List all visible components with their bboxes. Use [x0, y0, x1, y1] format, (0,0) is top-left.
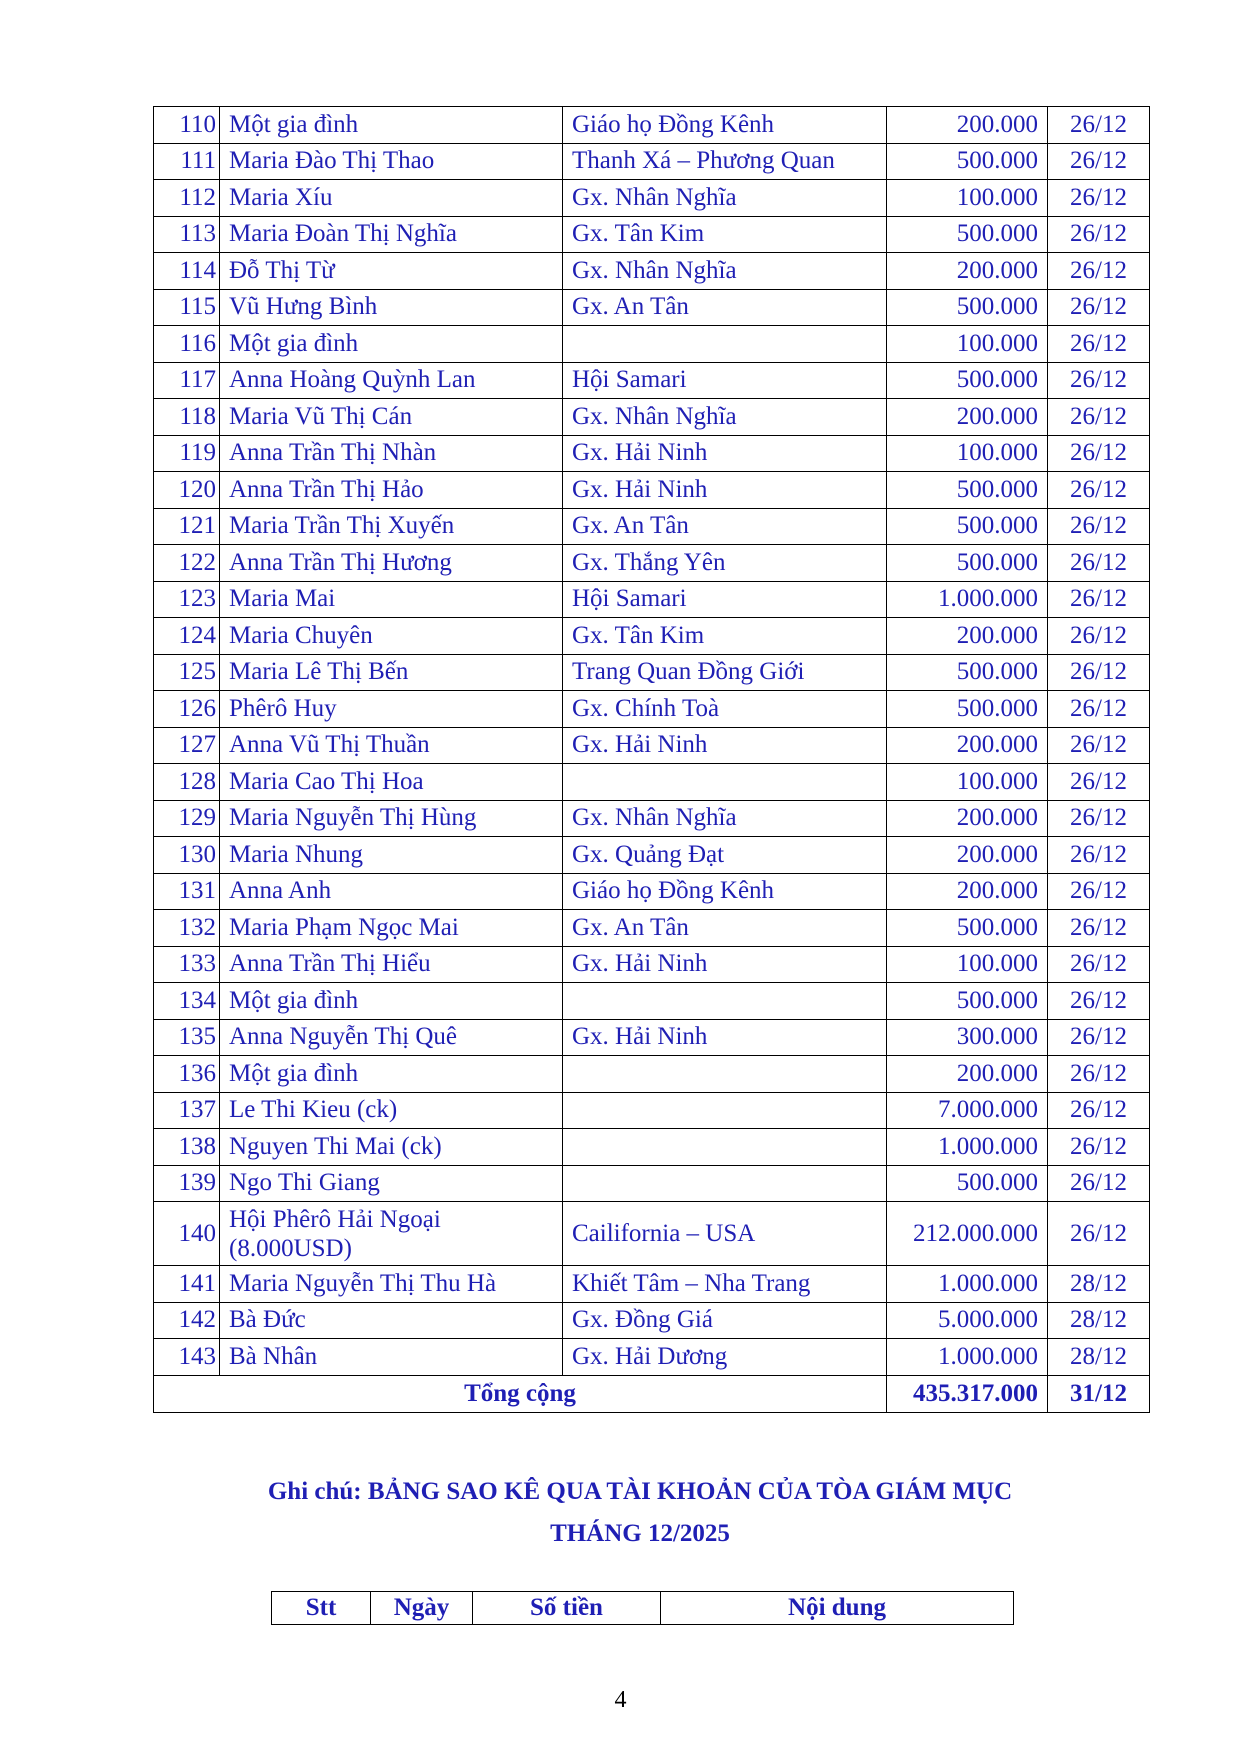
donation-date: 26/12	[1048, 362, 1150, 399]
donation-amount: 500.000	[887, 983, 1048, 1020]
table-row	[154, 435, 1150, 472]
table-row	[154, 764, 1150, 801]
donor-name: Maria Nhung	[220, 837, 563, 874]
donation-date: 26/12	[1048, 508, 1150, 545]
donation-amount: 100.000	[887, 326, 1048, 363]
donation-date: 26/12	[1048, 727, 1150, 764]
statement-header-row	[272, 1592, 1014, 1625]
total-date: 31/12	[1048, 1375, 1150, 1412]
donation-table	[153, 106, 1150, 1413]
table-row	[154, 983, 1150, 1020]
table-row	[154, 1019, 1150, 1056]
donation-amount: 100.000	[887, 764, 1048, 801]
donor-place: Gx. An Tân	[563, 910, 887, 947]
donor-name: Một gia đình	[220, 107, 563, 144]
table-row	[154, 362, 1150, 399]
donation-date: 26/12	[1048, 545, 1150, 582]
donor-place: Hội Samari	[563, 362, 887, 399]
donation-amount: 7.000.000	[887, 1092, 1048, 1129]
donation-date: 26/12	[1048, 253, 1150, 290]
donation-amount: 200.000	[887, 253, 1048, 290]
donation-date: 26/12	[1048, 435, 1150, 472]
donor-place: Gx. Hải Ninh	[563, 472, 887, 509]
donation-amount: 200.000	[887, 873, 1048, 910]
donation-amount: 100.000	[887, 180, 1048, 217]
donor-name: Anna Trần Thị Hiểu	[220, 946, 563, 983]
row-number: 114	[154, 253, 220, 290]
table-row	[154, 289, 1150, 326]
donation-amount: 500.000	[887, 545, 1048, 582]
donor-name: Maria Mai	[220, 581, 563, 618]
donor-name: Nguyen Thi Mai (ck)	[220, 1129, 563, 1166]
statement-table	[271, 1591, 1014, 1625]
row-number: 129	[154, 800, 220, 837]
donor-name: Le Thi Kieu (ck)	[220, 1092, 563, 1129]
donation-amount: 100.000	[887, 435, 1048, 472]
donation-date: 26/12	[1048, 472, 1150, 509]
donor-name: Anna Hoàng Quỳnh Lan	[220, 362, 563, 399]
donor-place: Giáo họ Đồng Kênh	[563, 873, 887, 910]
donation-date: 26/12	[1048, 326, 1150, 363]
donation-date: 26/12	[1048, 1092, 1150, 1129]
donation-date: 26/12	[1048, 1056, 1150, 1093]
donor-name: Maria Nguyễn Thị Thu Hà	[220, 1266, 563, 1303]
row-number: 127	[154, 727, 220, 764]
donor-place: Khiết Tâm – Nha Trang	[563, 1266, 887, 1303]
table-row	[154, 545, 1150, 582]
row-number: 110	[154, 107, 220, 144]
row-number: 131	[154, 873, 220, 910]
table-row	[154, 654, 1150, 691]
donor-name: Bà Nhân	[220, 1339, 563, 1376]
table-row	[154, 399, 1150, 436]
donation-amount: 1.000.000	[887, 1129, 1048, 1166]
donation-date: 26/12	[1048, 143, 1150, 180]
table-row	[154, 1302, 1150, 1339]
donation-date: 26/12	[1048, 873, 1150, 910]
donation-amount: 1.000.000	[887, 581, 1048, 618]
statement-header-amount: Số tiền	[473, 1592, 661, 1625]
row-number: 123	[154, 581, 220, 618]
row-number: 119	[154, 435, 220, 472]
donation-amount: 500.000	[887, 1165, 1048, 1202]
donation-date: 26/12	[1048, 399, 1150, 436]
donor-place: Gx. Quảng Đạt	[563, 837, 887, 874]
table-row	[154, 472, 1150, 509]
table-row	[154, 253, 1150, 290]
row-number: 135	[154, 1019, 220, 1056]
donor-place: Hội Samari	[563, 581, 887, 618]
donor-place: Gx. Hải Ninh	[563, 946, 887, 983]
row-number: 132	[154, 910, 220, 947]
donor-name: Anna Vũ Thị Thuần	[220, 727, 563, 764]
row-number: 133	[154, 946, 220, 983]
donation-date: 26/12	[1048, 1165, 1150, 1202]
table-row	[154, 1056, 1150, 1093]
donation-date: 26/12	[1048, 800, 1150, 837]
donation-amount: 500.000	[887, 472, 1048, 509]
donation-amount: 200.000	[887, 837, 1048, 874]
table-row	[154, 1092, 1150, 1129]
donation-amount: 500.000	[887, 216, 1048, 253]
table-row	[154, 691, 1150, 728]
table-row	[154, 618, 1150, 655]
donation-amount: 500.000	[887, 289, 1048, 326]
donation-amount: 200.000	[887, 727, 1048, 764]
table-row	[154, 1202, 1150, 1266]
page-number: 4	[614, 1687, 627, 1713]
row-number: 136	[154, 1056, 220, 1093]
donor-place: Giáo họ Đồng Kênh	[563, 107, 887, 144]
donor-place	[563, 1092, 887, 1129]
donor-place: Gx. Hải Ninh	[563, 1019, 887, 1056]
table-row	[154, 1266, 1150, 1303]
donation-date: 26/12	[1048, 910, 1150, 947]
donor-place: Gx. Hải Dương	[563, 1339, 887, 1376]
donation-date: 26/12	[1048, 654, 1150, 691]
table-row	[154, 143, 1150, 180]
row-number: 140	[154, 1202, 220, 1266]
donor-name: Maria Cao Thị Hoa	[220, 764, 563, 801]
donor-name: Một gia đình	[220, 326, 563, 363]
donation-amount: 500.000	[887, 654, 1048, 691]
donation-amount: 200.000	[887, 800, 1048, 837]
donor-name: Ngo Thi Giang	[220, 1165, 563, 1202]
donor-place: Gx. Nhân Nghĩa	[563, 180, 887, 217]
donation-amount: 100.000	[887, 946, 1048, 983]
row-number: 111	[154, 143, 220, 180]
donor-place: Gx. Nhân Nghĩa	[563, 399, 887, 436]
donor-name: Đỗ Thị Từ	[220, 253, 563, 290]
donation-amount: 200.000	[887, 618, 1048, 655]
donor-place: Gx. Hải Ninh	[563, 727, 887, 764]
donor-name: Maria Phạm Ngọc Mai	[220, 910, 563, 947]
donation-amount: 500.000	[887, 143, 1048, 180]
donation-date: 26/12	[1048, 618, 1150, 655]
statement-header-stt: Stt	[272, 1592, 371, 1625]
table-row	[154, 800, 1150, 837]
donation-amount: 300.000	[887, 1019, 1048, 1056]
donation-date: 26/12	[1048, 764, 1150, 801]
table-row	[154, 873, 1150, 910]
table-row	[154, 216, 1150, 253]
table-row	[154, 727, 1150, 764]
total-amount: 435.317.000	[887, 1375, 1048, 1412]
row-number: 134	[154, 983, 220, 1020]
statement-header-content: Nội dung	[661, 1592, 1014, 1625]
donor-place: Gx. Chính Toà	[563, 691, 887, 728]
donation-amount: 500.000	[887, 508, 1048, 545]
donor-name: Anna Trần Thị Hương	[220, 545, 563, 582]
donor-name: Anna Trần Thị Hảo	[220, 472, 563, 509]
note-subtitle: THÁNG 12/2025	[550, 1520, 730, 1547]
donation-amount: 200.000	[887, 1056, 1048, 1093]
table-row	[154, 107, 1150, 144]
donor-place: Gx. Tân Kim	[563, 216, 887, 253]
row-number: 113	[154, 216, 220, 253]
donor-place: Trang Quan Đồng Giới	[563, 654, 887, 691]
donor-name: Maria Nguyễn Thị Hùng	[220, 800, 563, 837]
table-row	[154, 581, 1150, 618]
donor-place: Gx. Hải Ninh	[563, 435, 887, 472]
donor-name: Hội Phêrô Hải Ngoại (8.000USD)	[220, 1202, 563, 1266]
donor-place	[563, 1129, 887, 1166]
donation-date: 26/12	[1048, 289, 1150, 326]
donor-name: Maria Đoàn Thị Nghĩa	[220, 216, 563, 253]
row-number: 117	[154, 362, 220, 399]
donation-amount: 500.000	[887, 362, 1048, 399]
donation-amount: 212.000.000	[887, 1202, 1048, 1266]
donor-place: Gx. Nhân Nghĩa	[563, 253, 887, 290]
row-number: 124	[154, 618, 220, 655]
donation-date: 26/12	[1048, 216, 1150, 253]
row-number: 130	[154, 837, 220, 874]
donor-name: Phêrô Huy	[220, 691, 563, 728]
donation-date: 26/12	[1048, 107, 1150, 144]
donor-name: Vũ Hưng Bình	[220, 289, 563, 326]
row-number: 118	[154, 399, 220, 436]
donor-name: Một gia đình	[220, 983, 563, 1020]
total-label: Tổng cộng	[154, 1375, 887, 1412]
statement-header-date: Ngày	[371, 1592, 473, 1625]
donation-amount: 500.000	[887, 910, 1048, 947]
donor-name: Maria Chuyên	[220, 618, 563, 655]
donation-date: 28/12	[1048, 1302, 1150, 1339]
donation-date: 26/12	[1048, 1019, 1150, 1056]
donor-place: Gx. An Tân	[563, 508, 887, 545]
table-row	[154, 326, 1150, 363]
donor-place: Thanh Xá – Phương Quan	[563, 143, 887, 180]
donor-place: Gx. Nhân Nghĩa	[563, 800, 887, 837]
table-row	[154, 508, 1150, 545]
donor-name: Anna Trần Thị Nhàn	[220, 435, 563, 472]
donation-date: 26/12	[1048, 837, 1150, 874]
donor-place: Gx. Thắng Yên	[563, 545, 887, 582]
donor-name: Maria Vũ Thị Cán	[220, 399, 563, 436]
donor-name: Maria Xíu	[220, 180, 563, 217]
donation-amount: 1.000.000	[887, 1266, 1048, 1303]
donor-name: Bà Đức	[220, 1302, 563, 1339]
donor-name: Maria Lê Thị Bến	[220, 654, 563, 691]
donor-name: Maria Trần Thị Xuyến	[220, 508, 563, 545]
donation-amount: 200.000	[887, 399, 1048, 436]
donor-place: Gx. Đồng Giá	[563, 1302, 887, 1339]
total-row	[154, 1375, 1150, 1412]
donor-place: Gx. An Tân	[563, 289, 887, 326]
donation-date: 26/12	[1048, 691, 1150, 728]
table-row	[154, 946, 1150, 983]
table-row	[154, 837, 1150, 874]
donation-date: 26/12	[1048, 581, 1150, 618]
table-row	[154, 1129, 1150, 1166]
donation-date: 26/12	[1048, 946, 1150, 983]
donation-date: 26/12	[1048, 1129, 1150, 1166]
donor-place: Gx. Tân Kim	[563, 618, 887, 655]
row-number: 125	[154, 654, 220, 691]
row-number: 138	[154, 1129, 220, 1166]
row-number: 122	[154, 545, 220, 582]
row-number: 120	[154, 472, 220, 509]
donor-name: Maria Đào Thị Thao	[220, 143, 563, 180]
donor-place	[563, 983, 887, 1020]
donation-amount: 500.000	[887, 691, 1048, 728]
donor-place	[563, 326, 887, 363]
row-number: 112	[154, 180, 220, 217]
table-row	[154, 180, 1150, 217]
table-row	[154, 910, 1150, 947]
row-number: 137	[154, 1092, 220, 1129]
donation-date: 26/12	[1048, 180, 1150, 217]
row-number: 121	[154, 508, 220, 545]
donor-name: Anna Anh	[220, 873, 563, 910]
donation-date: 26/12	[1048, 1202, 1150, 1266]
row-number: 128	[154, 764, 220, 801]
donation-date: 28/12	[1048, 1266, 1150, 1303]
table-row	[154, 1339, 1150, 1376]
donation-amount: 5.000.000	[887, 1302, 1048, 1339]
table-row	[154, 1165, 1150, 1202]
donation-date: 26/12	[1048, 983, 1150, 1020]
row-number: 139	[154, 1165, 220, 1202]
donor-place	[563, 1056, 887, 1093]
row-number: 115	[154, 289, 220, 326]
note-title: Ghi chú: BẢNG SAO KÊ QUA TÀI KHOẢN CỦA TÒA GIÁM MỤC	[267, 1478, 1013, 1505]
donor-name: Anna Nguyễn Thị Quê	[220, 1019, 563, 1056]
row-number: 126	[154, 691, 220, 728]
donor-name: Một gia đình	[220, 1056, 563, 1093]
row-number: 141	[154, 1266, 220, 1303]
donation-date: 28/12	[1048, 1339, 1150, 1376]
donor-place	[563, 1165, 887, 1202]
donor-place	[563, 764, 887, 801]
donation-amount: 1.000.000	[887, 1339, 1048, 1376]
donor-place: Cailifornia – USA	[563, 1202, 887, 1266]
donation-amount: 200.000	[887, 107, 1048, 144]
row-number: 116	[154, 326, 220, 363]
row-number: 143	[154, 1339, 220, 1376]
row-number: 142	[154, 1302, 220, 1339]
donation-table-body	[154, 107, 1150, 1413]
